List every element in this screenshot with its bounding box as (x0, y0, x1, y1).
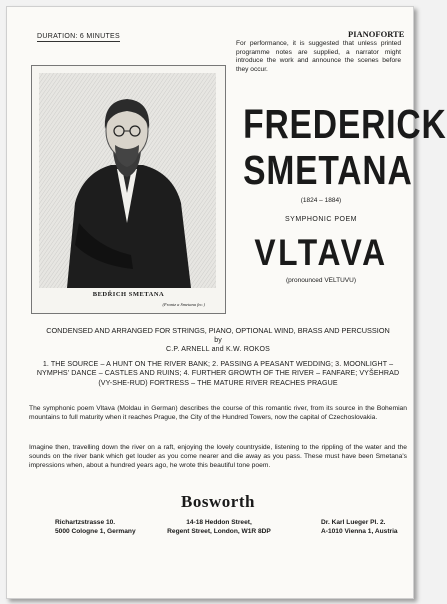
portrait-engraving-icon (39, 73, 216, 288)
instrument-label: PIANOFORTE (348, 29, 405, 39)
arrangers: C.P. ARNELL and K.W. ROKOS (165, 346, 271, 353)
address-line: Dr. Karl Lueger Pl. 2. (321, 519, 386, 526)
portrait-caption: BEDŘICH SMETANA (92, 291, 165, 298)
address-line: A-1010 Vienna 1, Austria (321, 528, 398, 535)
composer-first-name: FREDERICK (243, 101, 447, 147)
address-line: 5000 Cologne 1, Germany (55, 528, 136, 535)
publisher-address-vienna (321, 518, 398, 536)
work-title: VLTAVA (254, 232, 388, 273)
description-paragraph: Imagine then, travelling down the river on a raft, enjoying the lovely countryside, listening to the rippling of the water and the sounds on the river bank which get louder as you come nearer and die away as you pass. These must have been Smetana's impressions when, about a hundred years ago, he wrote this beautiful tone poem. (29, 444, 407, 470)
section-list: 1. THE SOURCE – A HUNT ON THE RIVER BANK; 2. PASSING A PEASANT WEDDING; 3. MOONLIGHT – NYMPHS' DANCE – CASTLES AND RUINS; 4. FURTHER GROWTH OF THE RIVER – FANFARE; VYŠEHRAD (VY-SHE-RUD) FORTRESS – THE MATURE RIVER REACHES PRAGUE (36, 360, 400, 387)
performance-note: For performance, it is suggested that unless printed programme notes are supplied, a narrator might introduce the work and announce the scenes before they occur. (236, 40, 401, 73)
address-line: Richartzstrasse 10. (55, 519, 116, 526)
pronunciation-note: (pronounced VELTUVU) (286, 277, 356, 284)
publisher-address-cologne (55, 518, 136, 536)
composer-portrait (31, 65, 226, 314)
composer-last-name: SMETANA (243, 147, 413, 193)
arrangement-line: CONDENSED AND ARRANGED FOR STRINGS, PIANO, OPTIONAL WIND, BRASS AND PERCUSSION (46, 326, 390, 335)
score-cover-page (6, 6, 447, 599)
portrait-credit: (Frantz a Smetana fec.) (162, 302, 205, 307)
portrait-image (39, 73, 216, 288)
description-paragraph: The symphonic poem Vltava (Moldau in German) describes the course of this romantic river, from its source in the Bohemian mountains to full maturity when it reaches Prague, the City of the Hundred Towers, now the capital of Czechoslovakia. (29, 405, 407, 422)
address-line: 14-18 Heddon Street, (186, 519, 252, 526)
composer-dates: (1824 – 1884) (300, 197, 342, 204)
address-line: Regent Street, London, W1R 8DP (167, 528, 271, 535)
publisher-name: Bosworth (181, 492, 255, 511)
arrangement-by: by (214, 337, 222, 344)
publisher-address-london (167, 518, 271, 536)
work-subtitle: SYMPHONIC POEM (285, 216, 357, 223)
duration-label: DURATION: 6 MINUTES (37, 33, 120, 40)
